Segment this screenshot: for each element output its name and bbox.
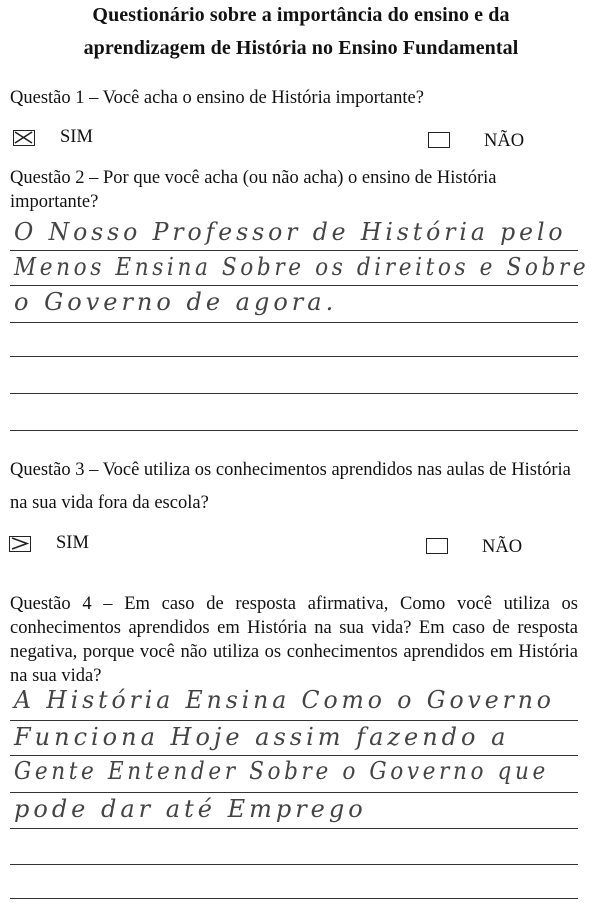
q3-nao-label: NÃO bbox=[482, 537, 523, 557]
q4-answer-rule-1 bbox=[10, 720, 578, 721]
q2-answer-rule-5 bbox=[10, 393, 578, 394]
q3-sim-checkbox[interactable] bbox=[9, 536, 31, 552]
q2-answer-line-1: O Nosso Professor de História pelo bbox=[14, 218, 567, 246]
q4-answer-rule-4 bbox=[10, 828, 578, 829]
q4-answer-line-2: Funciona Hoje assim fazendo a bbox=[14, 723, 510, 751]
q2-answer-line-3: o Governo de agora. bbox=[14, 288, 338, 316]
q1-nao-label: NÃO bbox=[484, 131, 525, 151]
q2-answer-rule-2 bbox=[10, 285, 578, 286]
q4-answer-line-4: pode dar até Emprego bbox=[14, 795, 367, 823]
checkmark-arrow-icon bbox=[10, 537, 29, 550]
q2-answer-rule-4 bbox=[10, 356, 578, 357]
q4-answer-rule-3 bbox=[10, 792, 578, 793]
q1-nao-checkbox[interactable] bbox=[428, 132, 450, 148]
question-4-text: Questão 4 – Em caso de resposta afirmativa, Como você utiliza os conhecimentos aprendidos em História na sua vida? Em caso de resposta negativa, porque você não utiliza os conhecimentos aprendidos em História na sua vida? bbox=[10, 594, 578, 686]
q3-nao-checkbox[interactable] bbox=[426, 538, 448, 554]
q2-answer-rule-1 bbox=[10, 250, 578, 251]
q4-answer-rule-2 bbox=[10, 755, 578, 756]
form-title-line-2: aprendizagem de História no Ensino Fundamental bbox=[83, 37, 519, 59]
q4-answer-line-3: Gente Entender Sobre o Governo que bbox=[14, 757, 549, 785]
q4-answer-rule-5 bbox=[10, 864, 578, 865]
q4-answer-line-1: A História Ensina Como o Governo bbox=[14, 686, 555, 714]
q4-answer-rule-6 bbox=[10, 898, 578, 899]
question-1-text: Questão 1 – Você acha o ensino de História importante? bbox=[10, 88, 424, 108]
q1-sim-checkbox[interactable] bbox=[13, 130, 35, 146]
checkmark-x-icon bbox=[14, 131, 33, 144]
form-title-line-1: Questionário sobre a importância do ensino e da bbox=[92, 4, 510, 26]
question-3-text: Questão 3 – Você utiliza os conhecimentos aprendidos nas aulas de História na sua vida fora da escola? bbox=[10, 460, 571, 513]
q2-answer-line-2: Menos Ensina Sobre os direitos e Sobre bbox=[14, 253, 590, 281]
q1-sim-label: SIM bbox=[60, 127, 93, 147]
q2-answer-rule-3 bbox=[10, 322, 578, 323]
question-2-text: Questão 2 – Por que você acha (ou não acha) o ensino de História importante? bbox=[10, 168, 497, 212]
q2-answer-rule-6 bbox=[10, 430, 578, 431]
q3-sim-label: SIM bbox=[56, 533, 89, 553]
